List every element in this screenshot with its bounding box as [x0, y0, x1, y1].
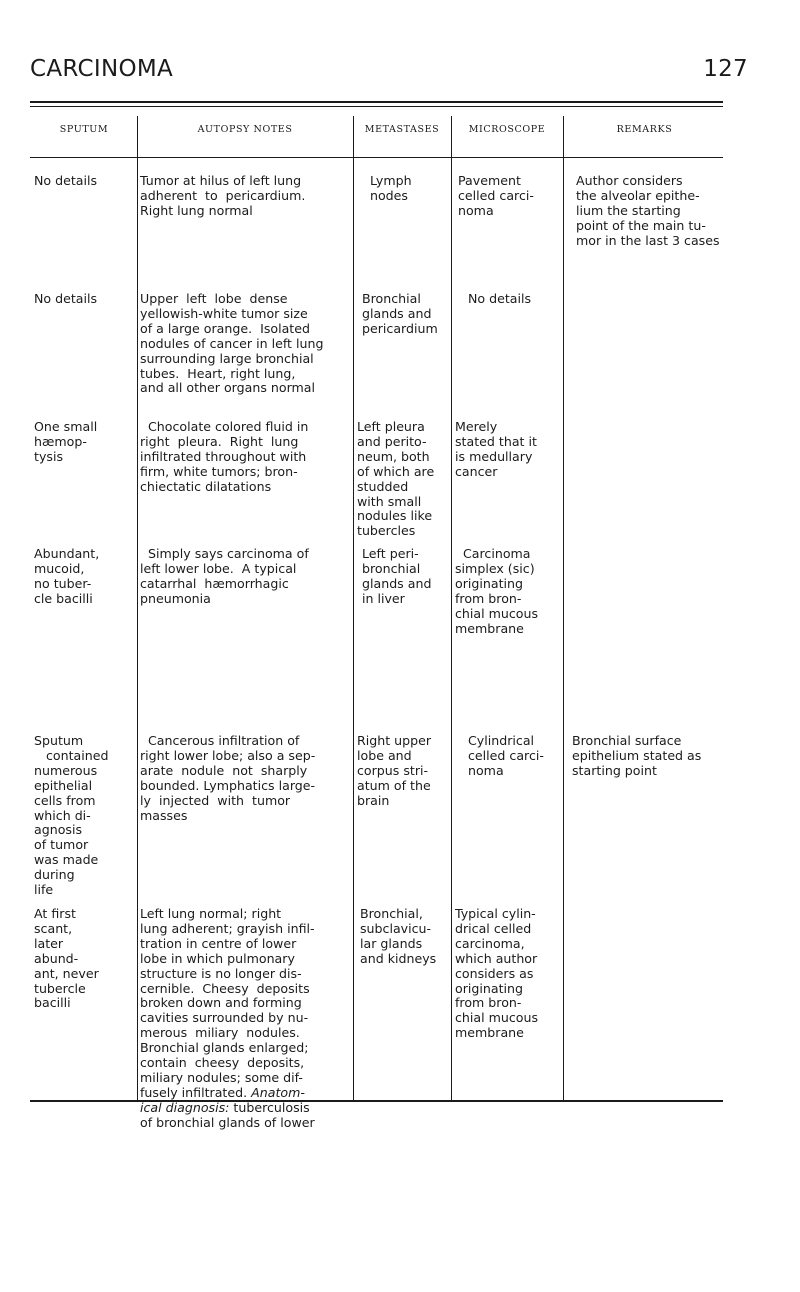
table-cell-microscope: Merely stated that it is medullary cancer	[455, 419, 537, 479]
table-cell-microscope: Cylindrical celled carci- noma	[468, 733, 544, 778]
column-divider-4	[563, 116, 564, 1100]
table-cell-remarks: Author considers the alveolar epithe- lium the starting point of the main tu- mor in the last 3 cases	[576, 173, 720, 248]
bottom-rule	[30, 1100, 723, 1102]
top-rule-thin	[30, 106, 723, 107]
page-header	[30, 50, 778, 90]
table-cell-microscope: No details	[468, 291, 532, 306]
column-header-sputum: SPUTUM	[59, 124, 109, 135]
table-cell-autopsy: Tumor at hilus of left lung adherent to pericardium. Right lung normal	[140, 173, 306, 218]
header-underline	[30, 157, 723, 158]
column-header-remarks: REMARKS	[616, 124, 673, 135]
table-cell-sputum: No details	[34, 291, 98, 306]
table-cell-microscope: Carcinoma simplex (sic) originating from bron- chial mucous membrane	[455, 546, 539, 636]
column-divider-3	[451, 116, 452, 1100]
table-cell-autopsy: Chocolate colored fluid in right pleura. Right lung infiltrated throughout with firm, white tumors; bron- chiectatic dilatations	[140, 419, 309, 494]
column-header-autopsy: AUTOPSY NOTES	[197, 124, 293, 135]
table-cell-sputum: No details	[34, 173, 98, 188]
autopsy-text: Left lung normal; right lung adherent; grayish infil- tration in centre of lower lobe in which pulmonary structure is no longer dis- cernible. Cheesy deposits broken down and forming cavities surrounded by nu- merous miliary nodules. Bronchial glands enlarged; contain cheesy deposits, miliary nodules; some dif- fusely infiltrated.	[140, 906, 315, 1100]
table-cell-sputum: Sputum contained numerous epithelial cells from which di- agnosis of tumor was made during life	[34, 733, 109, 898]
top-rule-thick	[30, 101, 723, 103]
table-cell-autopsy	[140, 907, 315, 1131]
table-cell-autopsy: Upper left lobe dense yellowish-white tumor size of a large orange. Isolated nodules of cancer in left lung surrounding large bronchial tubes. Heart, right lung, and all other organs normal	[140, 291, 324, 396]
table-cell-sputum: At first scant, later abund- ant, never tubercle bacilli	[34, 906, 99, 1011]
column-header-microscope: MICROSCOPE	[468, 124, 546, 135]
table-cell-metastases: Left peri- bronchial glands and in liver	[362, 546, 432, 606]
table-cell-metastases: Bronchial, subclavicu- lar glands and kidneys	[360, 906, 437, 966]
table-cell-remarks: Bronchial surface epithelium stated as starting point	[572, 733, 702, 778]
autopsy-italic-text: Anatom- ical diagnosis:	[140, 1084, 305, 1115]
table-cell-autopsy: Simply says carcinoma of left lower lobe. A typical catarrhal hæmorrhagic pneumonia	[140, 546, 309, 606]
table-cell-metastases: Left pleura and perito- neum, both of which are studded with small nodules like tubercles	[357, 419, 435, 539]
table-cell-metastases: Right upper lobe and corpus stri- atum of the brain	[357, 733, 432, 808]
table-cell-sputum: One small hæmop- tysis	[34, 419, 98, 464]
table-cell-metastases: Bronchial glands and pericardium	[362, 291, 438, 336]
table-cell-sputum: Abundant, mucoid, no tuber- cle bacilli	[34, 546, 100, 606]
page-number: 127	[703, 56, 748, 82]
column-header-metastases: METASTASES	[364, 124, 440, 135]
autopsy-tail-text: tuberculosis of bronchial glands of lower	[140, 1099, 315, 1130]
table-cell-autopsy: Cancerous infiltration of right lower lobe; also a sep- arate nodule not sharply bounded. Lymphatics large- ly injected with tumor masses	[140, 733, 316, 823]
column-divider-1	[137, 116, 138, 1100]
table-cell-metastases: Lymph nodes	[370, 173, 412, 203]
table-cell-microscope: Typical cylin- drical celled carcinoma, which author considers as originating from bron- chial mucous membrane	[455, 906, 539, 1041]
running-title: CARCINOMA	[30, 56, 174, 82]
column-divider-2	[353, 116, 354, 1100]
table-cell-microscope: Pavement celled carci- noma	[458, 173, 534, 218]
